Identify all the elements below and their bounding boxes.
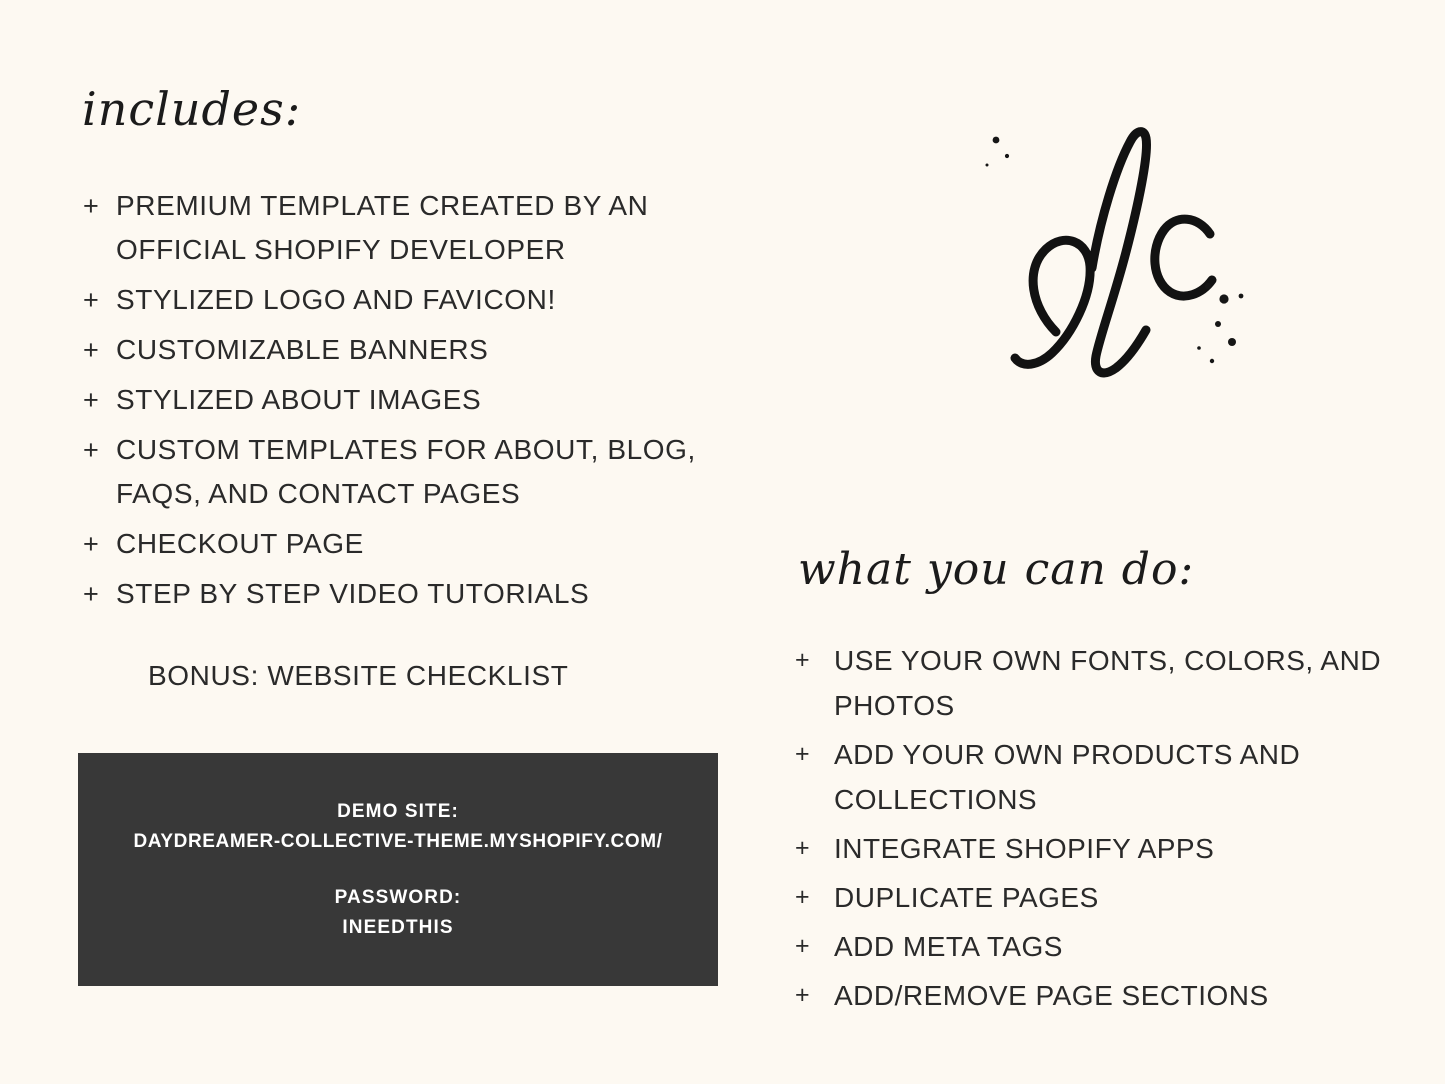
list-item: [78, 184, 768, 272]
list-item-label: USE YOUR OWN FONTS, COLORS, AND PHOTOS: [834, 645, 1382, 721]
list-item-label: STYLIZED ABOUT IMAGES: [116, 384, 482, 415]
list-item-label: ADD META TAGS: [834, 931, 1063, 962]
list-item-label: STYLIZED LOGO AND FAVICON!: [116, 284, 556, 315]
plus-icon: +: [795, 981, 810, 1009]
list-item: [790, 732, 1410, 822]
what-you-can-do-heading: what you can do:: [798, 544, 1195, 595]
plus-icon: +: [83, 529, 99, 559]
bonus-line: BONUS: WEBSITE CHECKLIST: [148, 660, 569, 691]
list-item: [78, 378, 768, 422]
plus-icon: +: [83, 385, 99, 415]
demo-site-label: DEMO SITE:: [337, 800, 459, 822]
what-you-can-do-section: [790, 544, 1410, 1022]
demo-site-box: [78, 753, 718, 986]
list-item-label: STEP BY STEP VIDEO TUTORIALS: [116, 578, 590, 609]
list-item: [78, 278, 768, 322]
list-item-label: CUSTOMIZABLE BANNERS: [116, 334, 489, 365]
list-item: [790, 875, 1410, 920]
plus-icon: +: [795, 883, 810, 911]
list-item: [78, 328, 768, 372]
includes-heading: includes:: [82, 82, 302, 136]
plus-icon: +: [795, 646, 810, 674]
capabilities-list: [790, 638, 1410, 1018]
list-item: [790, 924, 1410, 969]
list-item: [790, 973, 1410, 1018]
dc-monogram-icon: [960, 110, 1280, 430]
list-item-label: CUSTOM TEMPLATES FOR ABOUT, BLOG, FAQS, AND CONTACT PAGES: [116, 434, 696, 509]
plus-icon: +: [795, 740, 810, 768]
brand-logo: [960, 110, 1280, 430]
list-item: [790, 826, 1410, 871]
plus-icon: +: [83, 579, 99, 609]
list-item-label: ADD YOUR OWN PRODUCTS AND COLLECTIONS: [834, 739, 1301, 815]
list-item-label: INTEGRATE SHOPIFY APPS: [834, 833, 1215, 864]
demo-site-url[interactable]: DAYDREAMER-COLLECTIVE-THEME.MYSHOPIFY.COM/: [133, 830, 663, 852]
plus-icon: +: [83, 191, 99, 221]
plus-icon: +: [795, 834, 810, 862]
list-item-label: PREMIUM TEMPLATE CREATED BY AN OFFICIAL SHOPIFY DEVELOPER: [116, 190, 649, 265]
list-item-label: CHECKOUT PAGE: [116, 528, 364, 559]
list-item: [78, 572, 768, 616]
list-item-label: DUPLICATE PAGES: [834, 882, 1099, 913]
plus-icon: +: [83, 335, 99, 365]
plus-icon: +: [83, 285, 99, 315]
includes-list: [78, 184, 768, 616]
list-item: [790, 638, 1410, 728]
list-item-label: ADD/REMOVE PAGE SECTIONS: [834, 980, 1269, 1011]
list-item: [78, 522, 768, 566]
list-item: [78, 428, 768, 516]
password-label: PASSWORD:: [334, 886, 462, 908]
includes-section: [78, 82, 768, 692]
plus-icon: +: [83, 435, 99, 465]
password-value: INEEDTHIS: [342, 916, 454, 938]
plus-icon: +: [795, 932, 810, 960]
